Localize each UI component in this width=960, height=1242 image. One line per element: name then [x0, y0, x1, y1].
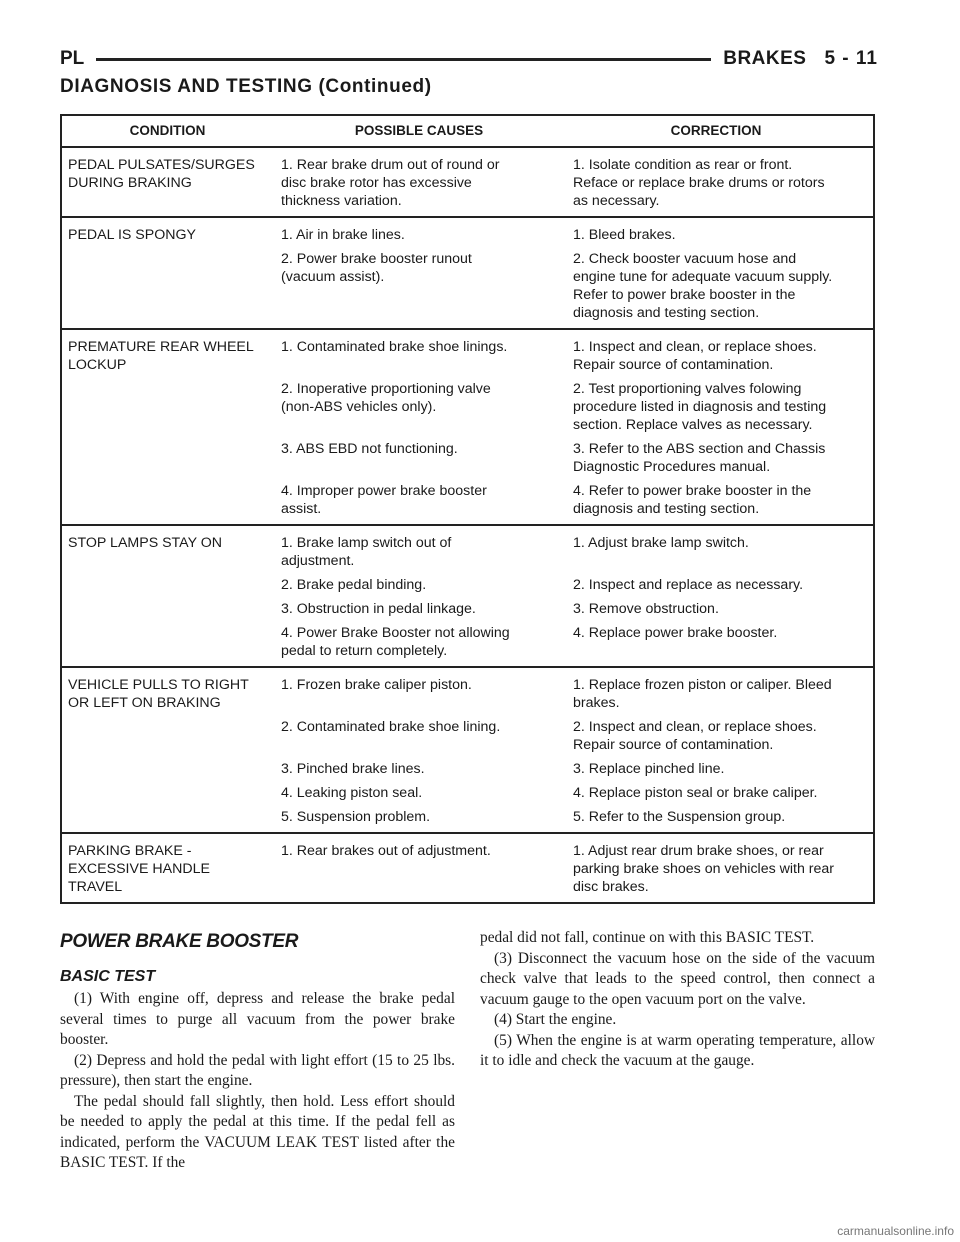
paragraph: The pedal should fall slightly, then hold. Less effort should be needed to apply the pedal at this time. If the pedal fell as indicated, perform the VACUUM LEAK TEST listed after the BASIC TEST. If the — [60, 1092, 455, 1171]
correction-cell: 1. Adjust brake lamp switch. — [573, 535, 749, 551]
correction-cell: 3. Remove obstruction. — [573, 601, 719, 617]
cause-cell: 2. Brake pedal binding. — [281, 577, 427, 593]
cause-cell: 1. Rear brakes out of adjustment. — [281, 843, 491, 859]
correction-cell: 4. Refer to power brake booster in the diagnosis and testing section. — [573, 483, 812, 517]
cause-cell: 4. Leaking piston seal. — [281, 785, 423, 801]
cause-correction-list — [273, 842, 873, 896]
cause-correction-pair — [273, 760, 873, 778]
condition-cell: VEHICLE PULLS TO RIGHT OR LEFT ON BRAKING — [68, 677, 249, 711]
table-body — [62, 148, 873, 902]
correction-cell: 2. Check booster vacuum hose and engine tune for adequate vacuum supply. Refer to power brake booster in the diagnosis and testing section. — [573, 251, 833, 321]
column-header-correction: CORRECTION — [670, 123, 762, 138]
column-header-causes: POSSIBLE CAUSES — [354, 123, 484, 138]
cause-correction-pair — [273, 440, 873, 476]
correction-cell: 4. Replace piston seal or brake caliper. — [573, 785, 818, 801]
cause-correction-list — [273, 338, 873, 518]
correction-cell: 1. Isolate condition as rear or front. Reface or replace brake drums or rotors as necessary. — [573, 157, 825, 209]
condition-cell: PEDAL IS SPONGY — [68, 227, 196, 243]
condition-cell: STOP LAMPS STAY ON — [68, 535, 223, 551]
cause-correction-pair — [273, 226, 873, 244]
cause-correction-pair — [273, 482, 873, 518]
section-title: DIAGNOSIS AND TESTING (Continued) — [60, 76, 432, 97]
cause-cell: 1. Brake lamp switch out of adjustment. — [281, 535, 452, 569]
table-row — [62, 834, 873, 902]
correction-cell: 2. Inspect and replace as necessary. — [573, 577, 804, 593]
cause-correction-pair — [273, 156, 873, 210]
cause-correction-list — [273, 534, 873, 660]
cause-cell: 2. Power brake booster runout (vacuum assist). — [281, 251, 472, 285]
cause-correction-pair — [273, 676, 873, 712]
cause-correction-list — [273, 226, 873, 322]
diagnosis-table — [60, 114, 875, 904]
cause-correction-pair — [273, 338, 873, 374]
cause-cell: 1. Air in brake lines. — [281, 227, 405, 243]
body-right-column — [480, 928, 875, 1072]
cause-cell: 2. Contaminated brake shoe lining. — [281, 719, 501, 735]
cause-correction-pair — [273, 624, 873, 660]
cause-correction-pair — [273, 718, 873, 754]
table-row — [62, 148, 873, 218]
column-header-condition: CONDITION — [129, 123, 206, 138]
page-number: 5 - 11 — [824, 48, 878, 69]
header-model: PL — [60, 48, 85, 69]
section-heading: POWER BRAKE BOOSTER — [60, 931, 299, 952]
watermark: carmanualsonline.info — [837, 1224, 954, 1238]
cause-correction-pair — [273, 600, 873, 618]
cause-cell: 4. Improper power brake booster assist. — [281, 483, 487, 517]
table-header — [62, 116, 873, 148]
paragraph: (1) With engine off, depress and release the brake pedal several times to purge all vacuum from the power brake booster. — [60, 990, 455, 1048]
correction-cell: 1. Adjust rear drum brake shoes, or rear parking brake shoes on vehicles with rear disc brakes. — [573, 843, 835, 895]
cause-correction-pair — [273, 576, 873, 594]
cause-correction-pair — [273, 808, 873, 826]
correction-cell: 1. Inspect and clean, or replace shoes. Repair source of contamination. — [573, 339, 817, 373]
condition-cell: PARKING BRAKE - EXCESSIVE HANDLE TRAVEL — [68, 843, 210, 895]
correction-cell: 4. Replace power brake booster. — [573, 625, 778, 641]
cause-cell: 4. Power Brake Booster not allowing pedal to return completely. — [281, 625, 510, 659]
body-left-column — [60, 928, 455, 1174]
condition-cell: PEDAL PULSATES/SURGES DURING BRAKING — [68, 157, 255, 191]
correction-cell: 2. Inspect and clean, or replace shoes. Repair source of contamination. — [573, 719, 817, 753]
correction-cell: 1. Replace frozen piston or caliper. Bleed brakes. — [573, 677, 832, 711]
table-row — [62, 668, 873, 834]
cause-correction-pair — [273, 784, 873, 802]
correction-cell: 3. Refer to the ABS section and Chassis Diagnostic Procedures manual. — [573, 441, 826, 475]
cause-correction-pair — [273, 842, 873, 896]
condition-cell: PREMATURE REAR WHEEL LOCKUP — [68, 339, 254, 373]
paragraph-continuation: pedal did not fall, continue on with this BASIC TEST. — [480, 929, 815, 946]
cause-correction-list — [273, 156, 873, 210]
table-row — [62, 218, 873, 330]
cause-cell: 1. Contaminated brake shoe linings. — [281, 339, 508, 355]
table-row — [62, 330, 873, 526]
cause-cell: 1. Frozen brake caliper piston. — [281, 677, 472, 693]
cause-correction-pair — [273, 250, 873, 322]
correction-cell: 2. Test proportioning valves folowing procedure listed in diagnosis and testing section. Replace valves as necessary. — [573, 381, 827, 433]
paragraph: (5) When the engine is at warm operating temperature, allow it to idle and check the vacuum at the gauge. — [480, 1031, 875, 1069]
cause-correction-pair — [273, 380, 873, 434]
cause-cell: 2. Inoperative proportioning valve (non-ABS vehicles only). — [281, 381, 491, 415]
cause-cell: 3. ABS EBD not functioning. — [281, 441, 458, 457]
paragraph: (4) Start the engine. — [494, 1011, 617, 1028]
paragraph: (2) Depress and hold the pedal with light effort (15 to 25 lbs. pressure), then start the engine. — [60, 1051, 455, 1089]
cause-correction-pair — [273, 534, 873, 570]
cause-cell: 5. Suspension problem. — [281, 809, 431, 825]
cause-cell: 1. Rear brake drum out of round or disc brake rotor has excessive thickness variation. — [281, 157, 500, 209]
page-header — [60, 44, 878, 74]
cause-cell: 3. Pinched brake lines. — [281, 761, 425, 777]
cause-cell: 3. Obstruction in pedal linkage. — [281, 601, 476, 617]
correction-cell: 1. Bleed brakes. — [573, 227, 676, 243]
correction-cell: 5. Refer to the Suspension group. — [573, 809, 786, 825]
header-section: BRAKES — [723, 48, 807, 69]
cause-correction-list — [273, 676, 873, 826]
header-rule — [96, 58, 711, 61]
subsection-heading: BASIC TEST — [60, 967, 156, 985]
correction-cell: 3. Replace pinched line. — [573, 761, 725, 777]
paragraph: (3) Disconnect the vacuum hose on the side of the vacuum check valve that leads to the speed control, then connect a vacuum gauge to the open vacuum port on the valve. — [480, 949, 875, 1008]
table-row — [62, 526, 873, 668]
